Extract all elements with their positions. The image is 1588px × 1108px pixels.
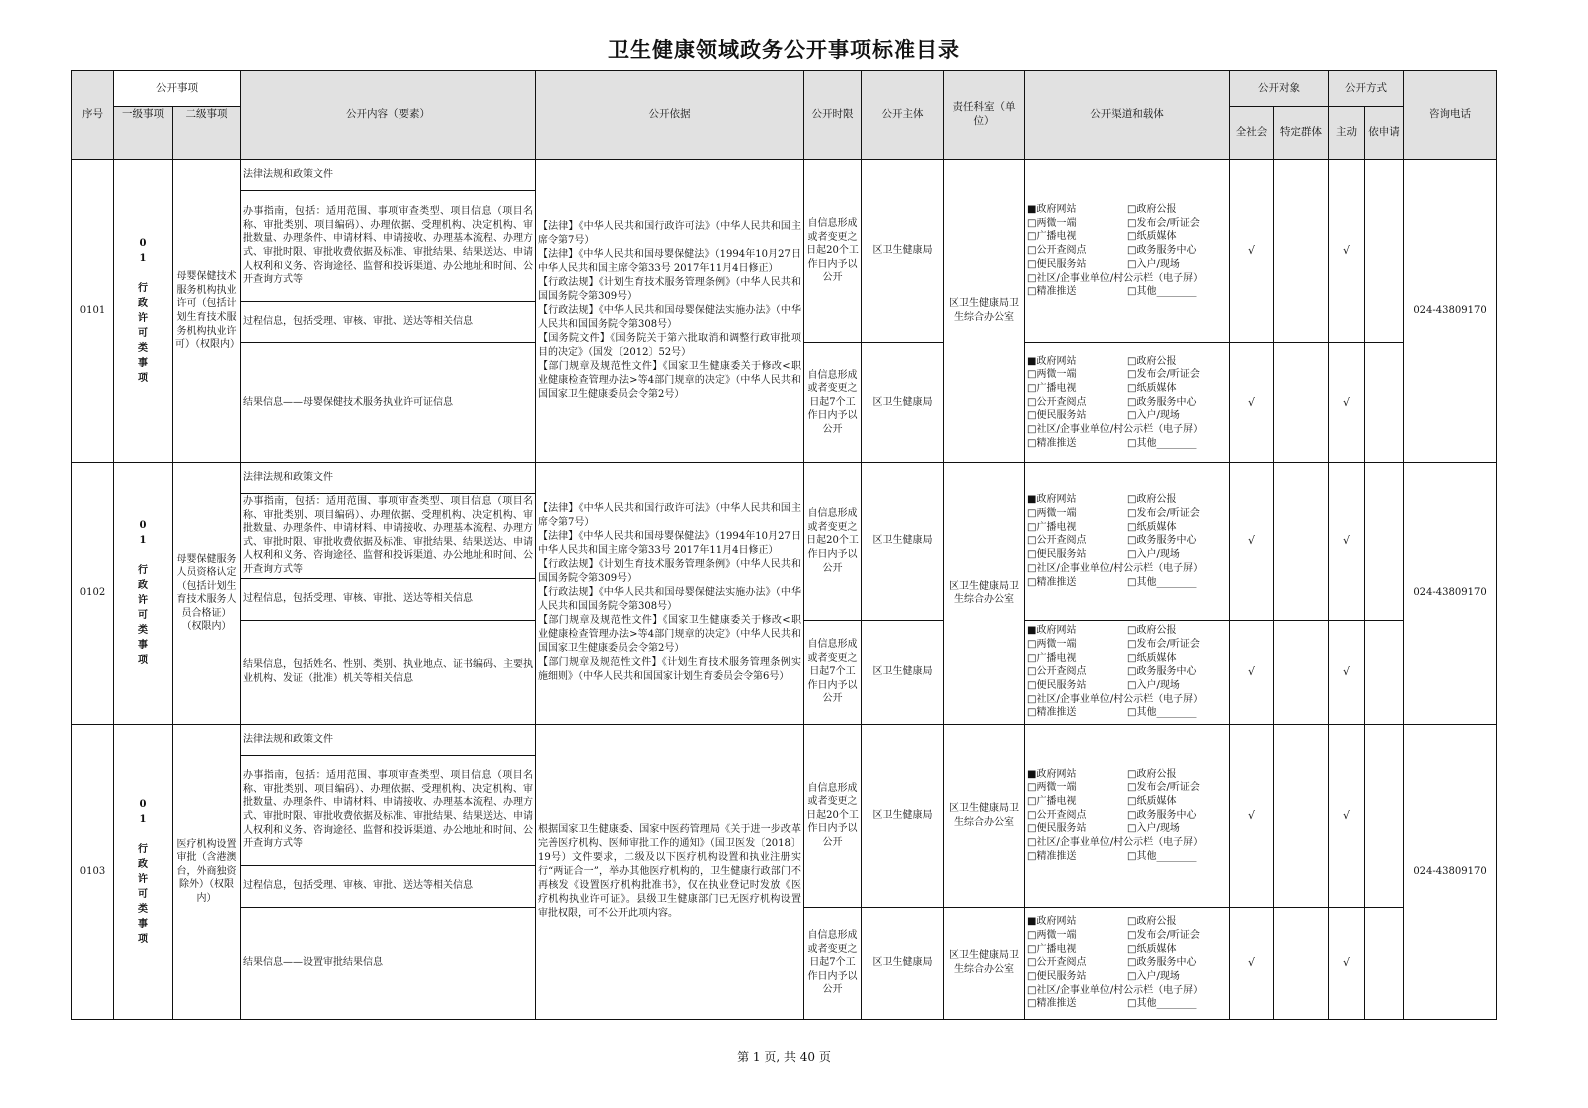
header-dept: 责任科室（单位）: [944, 71, 1025, 160]
header-level2: 二级事项: [173, 107, 241, 160]
channel-option: □发布会/听证会: [1127, 369, 1200, 381]
target-specific-cell: [1274, 724, 1329, 907]
table-row: [72, 463, 1497, 494]
channel-option: □发布会/听证会: [1127, 929, 1200, 941]
target-specific-cell: [1274, 463, 1329, 621]
page-footer: 第 1 页, 共 40 页: [737, 1050, 831, 1064]
level1-char: 项: [138, 373, 148, 384]
channel-option: □入户/现场: [1127, 410, 1180, 422]
level1-char: 项: [138, 933, 148, 945]
basis-cell: 【法律】《中华人民共和国行政许可法》（中华人民共和国主席令第7号） 【法律】《中华人民共和国母婴保健法》（1994年10月27日中华人民共和国主席令第33号 2017年11月4日修正） 【行政法规】《计划生育技术服务管理条例》（中华人民共和国国务院令第309号） 【行政法规】《中华人民共和国母婴保健法实施办法》（中华人民共和国国务院令第308号） 【部门规章及规范性文件】《国家卫生健康委关于修改<职业健康检查管理办法>等4部门规章的决定》（中华人民共和国国家卫生健康委员会令第2号） 【部门规章及规范性文件】《计划生育技术服务管理条例实施细则》（中华人民共和国国家计划生育委员会令第6号）: [536, 463, 804, 725]
channel-option: □纸质媒体: [1127, 796, 1177, 807]
header-target: 公开对象: [1230, 71, 1329, 107]
channel-option: □纸质媒体: [1127, 652, 1177, 664]
level1-char: 1: [139, 535, 147, 547]
level1-char: 行: [138, 843, 148, 855]
level1-char: 类: [138, 343, 148, 354]
method-active-check: √: [1329, 463, 1365, 621]
time-limit-cell: 自信息形成或者变更之日起20个工作日内予以公开: [804, 160, 862, 343]
channel-option: □精准推送: [1027, 850, 1077, 862]
channel-option: □两微一端: [1027, 217, 1077, 229]
channel-option: □两微一端: [1027, 782, 1077, 794]
content-guide: 办事指南，包括：适用范围、事项审查类型、项目信息（项目名称、审批类别、项目编码）、办理依据、受理机构、决定机构、审批数量、办理条件、申请材料、申请接收、办理基本流程、办理方式、审批时限、审批收费依据及标准、审批结果、结果送达、申请人权利和义务、咨询途径、监督和投诉渠道、办公地址和时间、公开查询方式等: [241, 494, 536, 579]
method-request-cell: [1365, 907, 1404, 1019]
channel-option: □政务服务中心: [1127, 396, 1197, 408]
table-row: [72, 160, 1497, 191]
level1-text: [116, 797, 170, 947]
channel-option: □入户/现场: [1127, 549, 1180, 561]
phone-cell: 024-43809170: [1404, 463, 1497, 725]
level1-text: [116, 236, 170, 386]
method-request-cell: [1365, 724, 1404, 907]
channel-option: □精准推送: [1027, 707, 1077, 719]
channel-option: □政府公报: [1127, 916, 1177, 928]
table-row: [72, 724, 1497, 755]
channel-option: □政府公报: [1127, 625, 1177, 637]
channel-option: ■政府网站: [1027, 625, 1077, 637]
level2-cell: 母婴保健技术服务机构执业许可（包括计划生育技术服务机构执业许可）（权限内）: [173, 160, 241, 463]
channel-option: □政务服务中心: [1127, 245, 1197, 257]
header-target-all: 全社会: [1230, 107, 1274, 160]
header-method-request: 依申请: [1365, 107, 1404, 160]
method-active-check: √: [1329, 343, 1365, 463]
channel-option: □其他________: [1127, 437, 1197, 449]
target-specific-cell: [1274, 620, 1329, 724]
header-public-items: 公开事项: [114, 71, 241, 107]
header-level1: 一级事项: [114, 107, 173, 160]
channel-list: [1027, 493, 1227, 589]
level1-cell: [114, 463, 173, 725]
header-basis: 公开依据: [536, 71, 804, 160]
channel-option: □公开查阅点: [1027, 957, 1087, 969]
header-method: 公开方式: [1329, 71, 1404, 107]
subject-cell: 区卫生健康局: [862, 343, 944, 463]
level1-char: 项: [138, 655, 148, 667]
channel-list: [1027, 355, 1227, 451]
level1-char: 可: [138, 888, 148, 900]
channel-option: □其他________: [1127, 998, 1197, 1010]
channel-option: □精准推送: [1027, 998, 1077, 1010]
level1-char: 类: [138, 625, 148, 637]
dept-cell: 区卫生健康局卫生综合办公室: [944, 724, 1025, 907]
time-limit-cell: 自信息形成或者变更之日起7个工作日内予以公开: [804, 907, 862, 1019]
subject-cell: 区卫生健康局: [862, 907, 944, 1019]
channel-cell: [1025, 620, 1230, 724]
dept-cell: 区卫生健康局卫生综合办公室: [944, 907, 1025, 1019]
channel-option: □政务服务中心: [1127, 809, 1197, 821]
level1-char: 1: [139, 813, 147, 825]
channel-list: [1027, 768, 1227, 864]
target-all-check: √: [1230, 724, 1274, 907]
channel-option: □两微一端: [1027, 638, 1077, 650]
content-laws: 法律法规和政策文件: [241, 724, 536, 755]
seq-cell: 0103: [72, 724, 114, 1019]
channel-option: □便民服务站: [1027, 970, 1087, 982]
content-result: 结果信息——母婴保健技术服务执业许可证信息: [241, 343, 536, 463]
method-request-cell: [1365, 160, 1404, 343]
level1-char: 事: [138, 640, 148, 652]
header-target-specific: 特定群体: [1274, 107, 1329, 160]
channel-option: □便民服务站: [1027, 549, 1087, 561]
method-request-cell: [1365, 343, 1404, 463]
level1-char: [116, 548, 170, 563]
catalog-table: [71, 70, 1497, 1020]
content-process: 过程信息，包括受理、审核、审批、送达等相关信息: [241, 578, 536, 620]
channel-option: □公开查阅点: [1027, 666, 1087, 678]
header-method-active: 主动: [1329, 107, 1365, 160]
time-limit-cell: 自信息形成或者变更之日起20个工作日内予以公开: [804, 724, 862, 907]
channel-option: □政府公报: [1127, 204, 1177, 216]
level1-char: 许: [138, 595, 148, 607]
level1-char: 政: [138, 858, 148, 870]
channel-option: □发布会/听证会: [1127, 217, 1200, 229]
time-limit-cell: 自信息形成或者变更之日起7个工作日内予以公开: [804, 620, 862, 724]
target-all-check: √: [1230, 463, 1274, 621]
dept-cell: 区卫生健康局卫生综合办公室: [944, 463, 1025, 725]
target-all-check: √: [1230, 160, 1274, 343]
channel-option: □入户/现场: [1127, 823, 1180, 835]
channel-list: [1027, 624, 1227, 720]
seq-cell: 0101: [72, 160, 114, 463]
channel-option: □政务服务中心: [1127, 957, 1197, 969]
channel-option: □其他________: [1127, 850, 1197, 862]
content-laws: 法律法规和政策文件: [241, 160, 536, 191]
level1-text: [116, 518, 170, 668]
channel-option: □广播电视: [1027, 521, 1077, 533]
channel-option: □社区/企事业单位/村公示栏（电子屏）: [1027, 562, 1204, 574]
channel-option: □入户/现场: [1127, 970, 1180, 982]
channel-option: □两微一端: [1027, 369, 1077, 381]
channel-option: □精准推送: [1027, 286, 1077, 298]
channel-option: □便民服务站: [1027, 679, 1087, 691]
dept-cell: 区卫生健康局卫生综合办公室: [944, 160, 1025, 463]
channel-option: □发布会/听证会: [1127, 782, 1200, 794]
level1-char: [116, 827, 170, 842]
level1-char: 0: [139, 798, 147, 810]
content-laws: 法律法规和政策文件: [241, 463, 536, 494]
target-all-check: √: [1230, 620, 1274, 724]
method-active-check: √: [1329, 160, 1365, 343]
level1-char: 行: [138, 565, 148, 577]
header-seq: 序号: [72, 71, 114, 160]
level1-char: 事: [138, 918, 148, 930]
channel-option: □纸质媒体: [1127, 943, 1177, 955]
level1-char: 事: [138, 358, 148, 369]
channel-cell: [1025, 343, 1230, 463]
level1-cell: [114, 160, 173, 463]
channel-list: [1027, 915, 1227, 1011]
channel-option: □便民服务站: [1027, 258, 1087, 270]
channel-option: □社区/企事业单位/村公示栏（电子屏）: [1027, 837, 1204, 849]
channel-option: □其他________: [1127, 576, 1197, 588]
target-specific-cell: [1274, 907, 1329, 1019]
channel-option: □发布会/听证会: [1127, 638, 1200, 650]
level1-char: [116, 266, 170, 281]
level2-cell: 医疗机构设置审批（含港澳台，外商独资除外）（权限内）: [173, 724, 241, 1019]
level1-char: 许: [138, 873, 148, 885]
basis-cell: 【法律】《中华人民共和国行政许可法》（中华人民共和国主席令第7号） 【法律】《中华人民共和国母婴保健法》（1994年10月27日中华人民共和国主席令第33号 2017年11月4日修正） 【行政法规】《计划生育技术服务管理条例》（中华人民共和国国务院令第309号） 【行政法规】《中华人民共和国母婴保健法实施办法》（中华人民共和国国务院令第308号） 【国务院文件】《国务院关于第六批取消和调整行政审批项目的决定》（国发〔2012〕52号） 【部门规章及规范性文件】《国家卫生健康委关于修改<职业健康检查管理办法>等4部门规章的决定》（中华人民共和国国家卫生健康委员会令第2号）: [536, 160, 804, 463]
channel-option: ■政府网站: [1027, 916, 1077, 928]
content-guide: 办事指南，包括：适用范围、事项审查类型、项目信息（项目名称、审批类别、项目编码）、办理依据、受理机构、决定机构、审批数量、办理条件、申请材料、申请接收、办理基本流程、办理方式、审批时限、审批收费依据及标准、审批结果、结果送达、申请人权利和义务、咨询途径、监督和投诉渠道、办公地址和时间、公开查询方式等: [241, 191, 536, 302]
level1-char: 类: [138, 903, 148, 915]
channel-option: □政务服务中心: [1127, 535, 1197, 547]
channel-option: □纸质媒体: [1127, 231, 1177, 243]
subject-cell: 区卫生健康局: [862, 160, 944, 343]
channel-option: □发布会/听证会: [1127, 508, 1200, 520]
target-specific-cell: [1274, 160, 1329, 343]
level1-char: 行: [138, 283, 148, 294]
level1-char: 许: [138, 313, 148, 324]
subject-cell: 区卫生健康局: [862, 463, 944, 621]
content-guide: 办事指南，包括：适用范围、事项审查类型、项目信息（项目名称、审批类别、项目编码）、办理依据、受理机构、决定机构、审批数量、办理条件、申请材料、申请接收、办理基本流程、办理方式、审批时限、审批收费依据及标准、审批结果、结果送达、申请人权利和义务、咨询途径、监督和投诉渠道、办公地址和时间、公开查询方式等: [241, 755, 536, 865]
level1-char: 0: [139, 238, 147, 249]
channel-list: [1027, 203, 1227, 299]
time-limit-cell: 自信息形成或者变更之日起7个工作日内予以公开: [804, 343, 862, 463]
channel-option: □公开查阅点: [1027, 535, 1087, 547]
channel-option: □广播电视: [1027, 652, 1077, 664]
method-active-check: √: [1329, 907, 1365, 1019]
channel-option: □广播电视: [1027, 231, 1077, 243]
method-request-cell: [1365, 620, 1404, 724]
basis-cell: 根据国家卫生健康委、国家中医药管理局《关于进一步改革完善医疗机构、医师审批工作的通知》（国卫医发〔2018〕19号）文件要求，二级及以下医疗机构设置和执业注册实行“两证合一”，举办其他医疗机构的，卫生健康行政部门不再核发《设置医疗机构批准书》，仅在执业登记时发放《医疗机构执业许可证》。县级卫生健康部门已无医疗机构设置审批权限，可不公开此项内容。: [536, 724, 804, 1019]
document-title: 卫生健康领域政务公开事项标准目录: [608, 37, 960, 62]
level1-char: 可: [138, 328, 148, 339]
header-phone: 咨询电话: [1404, 71, 1497, 160]
header-content: 公开内容（要素）: [241, 71, 536, 160]
channel-option: □政府公报: [1127, 494, 1177, 506]
content-result: 结果信息，包括姓名、性别、类别、执业地点、证书编码、主要执业机构、发证（批准）机关等相关信息: [241, 620, 536, 724]
channel-option: □公开查阅点: [1027, 396, 1087, 408]
header-subject: 公开主体: [862, 71, 944, 160]
phone-cell: 024-43809170: [1404, 160, 1497, 463]
content-process: 过程信息，包括受理、审核、审批、送达等相关信息: [241, 302, 536, 343]
method-active-check: √: [1329, 724, 1365, 907]
channel-option: □纸质媒体: [1127, 382, 1177, 394]
subject-cell: 区卫生健康局: [862, 724, 944, 907]
channel-option: □政府公报: [1127, 355, 1177, 367]
level1-char: 政: [138, 580, 148, 592]
channel-option: □两微一端: [1027, 508, 1077, 520]
channel-option: □广播电视: [1027, 943, 1077, 955]
level2-cell: 母婴保健服务人员资格认定（包括计划生育技术服务人员合格证）（权限内）: [173, 463, 241, 725]
header-time-limit: 公开时限: [804, 71, 862, 160]
channel-option: □精准推送: [1027, 576, 1077, 588]
channel-option: ■政府网站: [1027, 355, 1077, 367]
channel-option: □便民服务站: [1027, 410, 1087, 422]
channel-option: □入户/现场: [1127, 679, 1180, 691]
channel-option: □政务服务中心: [1127, 666, 1197, 678]
channel-cell: [1025, 160, 1230, 343]
time-limit-cell: 自信息形成或者变更之日起20个工作日内予以公开: [804, 463, 862, 621]
channel-option: □其他________: [1127, 707, 1197, 719]
channel-option: □精准推送: [1027, 437, 1077, 449]
level1-char: 政: [138, 298, 148, 309]
level1-char: 1: [139, 253, 147, 264]
target-all-check: √: [1230, 907, 1274, 1019]
channel-option: □社区/企事业单位/村公示栏（电子屏）: [1027, 984, 1204, 996]
channel-option: ■政府网站: [1027, 494, 1077, 506]
level1-cell: [114, 724, 173, 1019]
channel-option: □社区/企事业单位/村公示栏（电子屏）: [1027, 424, 1204, 436]
channel-option: ■政府网站: [1027, 768, 1077, 780]
channel-option: □入户/现场: [1127, 258, 1180, 270]
channel-option: □便民服务站: [1027, 823, 1087, 835]
channel-option: □两微一端: [1027, 929, 1077, 941]
channel-option: □公开查阅点: [1027, 809, 1087, 821]
header-row-1: [72, 71, 1497, 107]
method-request-cell: [1365, 463, 1404, 621]
level1-char: 0: [139, 520, 147, 532]
channel-option: □广播电视: [1027, 382, 1077, 394]
subject-cell: 区卫生健康局: [862, 620, 944, 724]
channel-cell: [1025, 907, 1230, 1019]
channel-option: □广播电视: [1027, 796, 1077, 807]
method-active-check: √: [1329, 620, 1365, 724]
channel-option: □纸质媒体: [1127, 521, 1177, 533]
channel-cell: [1025, 724, 1230, 907]
channel-option: ■政府网站: [1027, 204, 1077, 216]
header-channel: 公开渠道和载体: [1025, 71, 1230, 160]
content-process: 过程信息，包括受理、审核、审批、送达等相关信息: [241, 865, 536, 907]
target-specific-cell: [1274, 343, 1329, 463]
seq-cell: 0102: [72, 463, 114, 725]
target-all-check: √: [1230, 343, 1274, 463]
channel-cell: [1025, 463, 1230, 621]
channel-option: □其他________: [1127, 286, 1197, 298]
channel-option: □社区/企事业单位/村公示栏（电子屏）: [1027, 693, 1204, 705]
channel-option: □公开查阅点: [1027, 245, 1087, 257]
level1-char: 可: [138, 610, 148, 622]
content-result: 结果信息——设置审批结果信息: [241, 907, 536, 1019]
phone-cell: 024-43809170: [1404, 724, 1497, 1019]
channel-option: □政府公报: [1127, 768, 1177, 780]
channel-option: □社区/企事业单位/村公示栏（电子屏）: [1027, 272, 1204, 284]
